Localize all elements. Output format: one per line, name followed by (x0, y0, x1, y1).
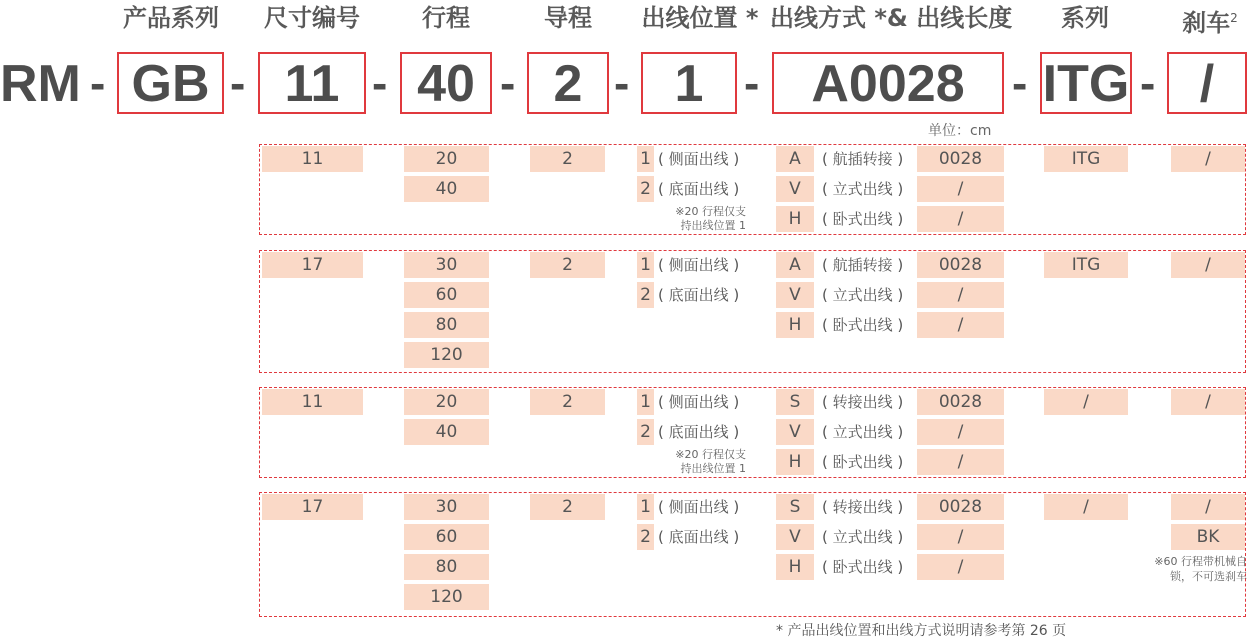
size-option: 17 (262, 494, 363, 520)
outlet-position-label: ( 侧面出线 ) (658, 393, 740, 411)
outlet-method-label: ( 立式出线 ) (822, 286, 904, 304)
code-separator: - (90, 57, 106, 109)
lead-option: 2 (530, 389, 605, 415)
outlet-method-label: ( 转接出线 ) (822, 498, 904, 516)
outlet-method-code: S (776, 494, 814, 520)
outlet-length-option: 0028 (917, 389, 1004, 415)
outlet-method-label: ( 卧式出线 ) (822, 558, 904, 576)
outlet-position-number: 1 (637, 389, 654, 415)
outlet-length-option: / (917, 206, 1004, 232)
outlet-length-option: 0028 (917, 252, 1004, 278)
code-separator: - (230, 57, 246, 109)
outlet-method-code: H (776, 449, 814, 475)
code-separator: - (500, 57, 516, 109)
code-separator: - (744, 57, 760, 109)
family-option: / (1044, 494, 1128, 520)
outlet-position-note: ※20 行程仅支 (675, 448, 746, 461)
outlet-length-option: / (917, 282, 1004, 308)
code-size-box: 11 (258, 52, 366, 114)
stroke-option: 40 (404, 176, 489, 202)
header-brake-label: 刹车 (1182, 9, 1231, 37)
outlet-position-number: 2 (637, 419, 654, 445)
outlet-method-code: V (776, 524, 814, 550)
stroke-option: 80 (404, 312, 489, 338)
brake-option: BK (1171, 524, 1245, 550)
brake-option: / (1171, 252, 1245, 278)
outlet-length-option: / (917, 419, 1004, 445)
code-separator: - (1012, 57, 1028, 109)
outlet-position-number: 2 (637, 282, 654, 308)
stroke-option: 60 (404, 282, 489, 308)
outlet-position-label: ( 底面出线 ) (658, 423, 740, 441)
lead-option: 2 (530, 252, 605, 278)
header-stroke: 行程 (422, 4, 470, 32)
outlet-length-option: / (917, 524, 1004, 550)
outlet-method-label: ( 卧式出线 ) (822, 210, 904, 228)
header-series: 产品系列 (123, 4, 219, 32)
brake-note: 锁，不可选刹车 (1170, 570, 1247, 583)
outlet-method-code: V (776, 176, 814, 202)
outlet-method-code: V (776, 282, 814, 308)
family-option: ITG (1044, 252, 1128, 278)
code-series-box: GB (117, 52, 224, 114)
brake-note: ※60 行程带机械自 (1154, 555, 1247, 568)
stroke-option: 60 (404, 524, 489, 550)
stroke-option: 80 (404, 554, 489, 580)
outlet-position-note: ※20 行程仅支 (675, 205, 746, 218)
stroke-option: 120 (404, 584, 489, 610)
outlet-position-number: 2 (637, 524, 654, 550)
header-family: 系列 (1061, 4, 1109, 32)
outlet-length-option: 0028 (917, 494, 1004, 520)
outlet-position-label: ( 底面出线 ) (658, 180, 740, 198)
outlet-position-label: ( 底面出线 ) (658, 286, 740, 304)
size-option: 17 (262, 252, 363, 278)
footnote: * 产品出线位置和出线方式说明请参考第 26 页 (776, 623, 1067, 639)
header-size: 尺寸编号 (264, 4, 360, 32)
outlet-method-label: ( 立式出线 ) (822, 528, 904, 546)
outlet-position-number: 1 (637, 146, 654, 172)
outlet-method-code: H (776, 312, 814, 338)
code-outlet-box: A0028 (772, 52, 1004, 114)
code-brake-box: / (1167, 52, 1247, 114)
code-separator: - (614, 57, 630, 109)
outlet-method-label: ( 转接出线 ) (822, 393, 904, 411)
outlet-position-number: 1 (637, 494, 654, 520)
outlet-method-code: V (776, 419, 814, 445)
outlet-length-option: / (917, 554, 1004, 580)
outlet-method-code: A (776, 252, 814, 278)
code-stroke-box: 40 (400, 52, 492, 114)
size-option: 11 (262, 389, 363, 415)
outlet-position-number: 2 (637, 176, 654, 202)
outlet-length-option: 0028 (917, 146, 1004, 172)
outlet-position-label: ( 侧面出线 ) (658, 150, 740, 168)
code-family-box: ITG (1040, 52, 1132, 114)
model-prefix: RM (0, 55, 81, 113)
stroke-option: 30 (404, 252, 489, 278)
stroke-option: 30 (404, 494, 489, 520)
header-brake (1170, 2, 1250, 39)
family-option: ITG (1044, 146, 1128, 172)
outlet-method-code: S (776, 389, 814, 415)
outlet-position-note: 持出线位置 1 (680, 219, 746, 232)
outlet-position-label: ( 侧面出线 ) (658, 498, 740, 516)
outlet-method-code: H (776, 554, 814, 580)
stroke-option: 20 (404, 146, 489, 172)
outlet-length-option: / (917, 312, 1004, 338)
brake-option: / (1171, 146, 1245, 172)
outlet-method-code: A (776, 146, 814, 172)
outlet-method-code: H (776, 206, 814, 232)
brake-option: / (1171, 389, 1245, 415)
lead-option: 2 (530, 494, 605, 520)
outlet-length-option: / (917, 176, 1004, 202)
outlet-position-label: ( 底面出线 ) (658, 528, 740, 546)
stroke-option: 120 (404, 342, 489, 368)
outlet-method-label: ( 航插转接 ) (822, 150, 904, 168)
outlet-method-label: ( 航插转接 ) (822, 256, 904, 274)
header-brake-superscript: 2 (1230, 11, 1238, 25)
code-separator: - (1140, 57, 1156, 109)
header-lead: 导程 (544, 4, 592, 32)
size-option: 11 (262, 146, 363, 172)
header-outlet-position: 出线位置 * (641, 4, 759, 32)
stroke-option: 40 (404, 419, 489, 445)
lead-option: 2 (530, 146, 605, 172)
code-outlet-position-box: 1 (641, 52, 737, 114)
outlet-position-number: 1 (637, 252, 654, 278)
outlet-method-label: ( 卧式出线 ) (822, 453, 904, 471)
code-lead-box: 2 (527, 52, 609, 114)
outlet-method-label: ( 立式出线 ) (822, 180, 904, 198)
brake-option: / (1171, 494, 1245, 520)
stroke-option: 20 (404, 389, 489, 415)
unit-label: 单位：cm (928, 123, 992, 139)
outlet-position-note: 持出线位置 1 (680, 462, 746, 475)
code-separator: - (372, 57, 388, 109)
outlet-method-label: ( 立式出线 ) (822, 423, 904, 441)
outlet-method-label: ( 卧式出线 ) (822, 316, 904, 334)
outlet-length-option: / (917, 449, 1004, 475)
outlet-position-label: ( 侧面出线 ) (658, 256, 740, 274)
family-option: / (1044, 389, 1128, 415)
header-outlet-method: 出线方式 *& 出线长度 (770, 4, 1013, 32)
